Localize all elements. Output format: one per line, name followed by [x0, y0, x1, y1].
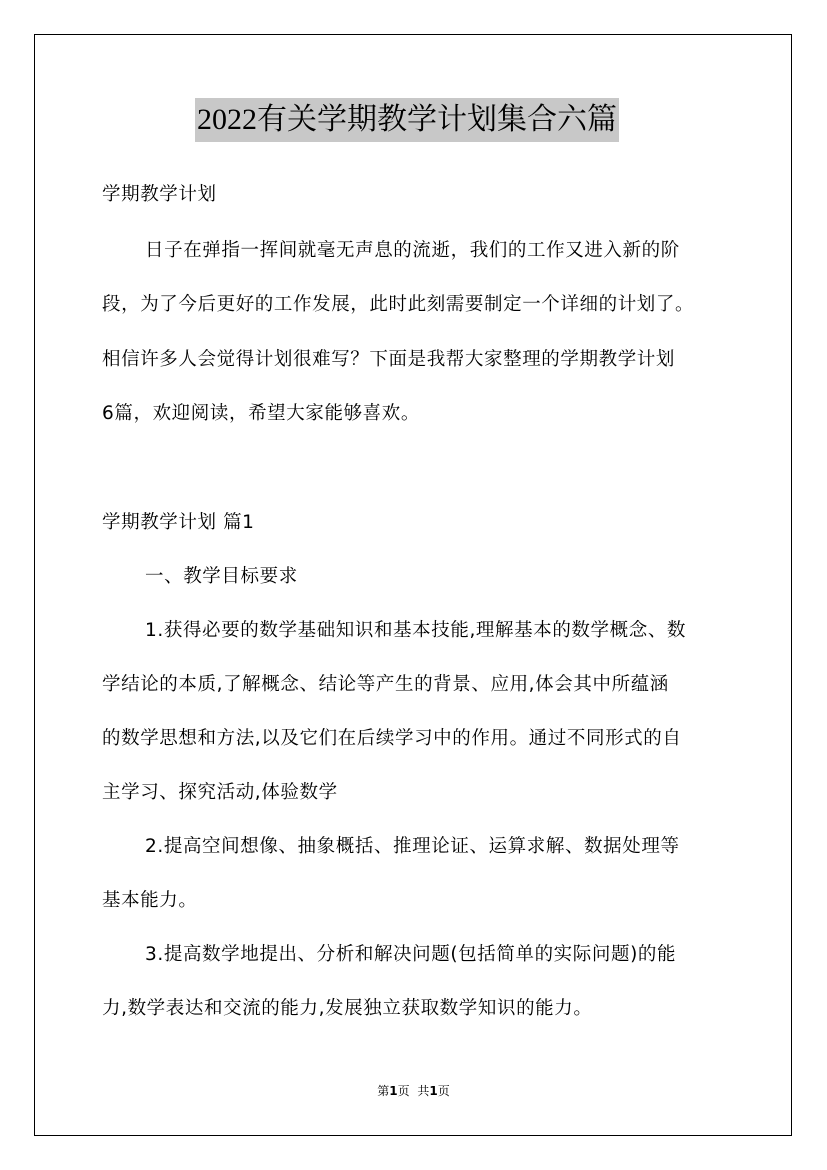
section-heading: 学期教学计划 篇1 [102, 512, 255, 533]
footer-total-prefix: 共 [417, 1084, 430, 1098]
item2-line-1: 2.提高空间想像、抽象概括、推理论证、运算求解、数据处理等 [145, 836, 680, 857]
footer-page-prefix: 第 [377, 1084, 390, 1098]
item1-line-1: 1.获得必要的数学基础知识和基本技能,理解基本的数学概念、数 [145, 620, 687, 641]
page-footer [0, 1082, 827, 1099]
item2-line-2: 基本能力。 [102, 890, 198, 911]
item3-line-2: 力,数学表达和交流的能力,发展独立获取数学知识的能力。 [102, 998, 593, 1019]
intro-line-3: 相信许多人会觉得计划很难写？下面是我帮大家整理的学期教学计划 [102, 349, 676, 370]
footer-page-suffix: 页 [397, 1084, 410, 1098]
intro-heading: 学期教学计划 [102, 184, 217, 205]
item1-line-2: 学结论的本质,了解概念、结论等产生的背景、应用,体会其中所蕴涵 [102, 674, 669, 695]
item1-line-3: 的数学思想和方法,以及它们在后续学习中的作用。通过不同形式的自 [102, 728, 682, 749]
intro-line-4: 6篇，欢迎阅读，希望大家能够喜欢。 [102, 403, 420, 424]
item1-line-4: 主学习、探究活动,体验数学 [102, 782, 338, 803]
document-title: 2022有关学期教学计划集合六篇 [195, 98, 619, 142]
intro-line-2: 段，为了今后更好的工作发展，此时此刻需要制定一个详细的计划了。 [102, 294, 695, 315]
footer-total-number: 1 [429, 1084, 438, 1098]
footer-total-suffix: 页 [437, 1084, 450, 1098]
item3-line-1: 3.提高数学地提出、分析和解决问题(包括简单的实际问题)的能 [145, 944, 677, 965]
subheading: 一、教学目标要求 [145, 566, 298, 587]
intro-line-1: 日子在弹指一挥间就毫无声息的流逝，我们的工作又进入新的阶 [145, 240, 680, 261]
footer-page-number: 1 [389, 1084, 398, 1098]
